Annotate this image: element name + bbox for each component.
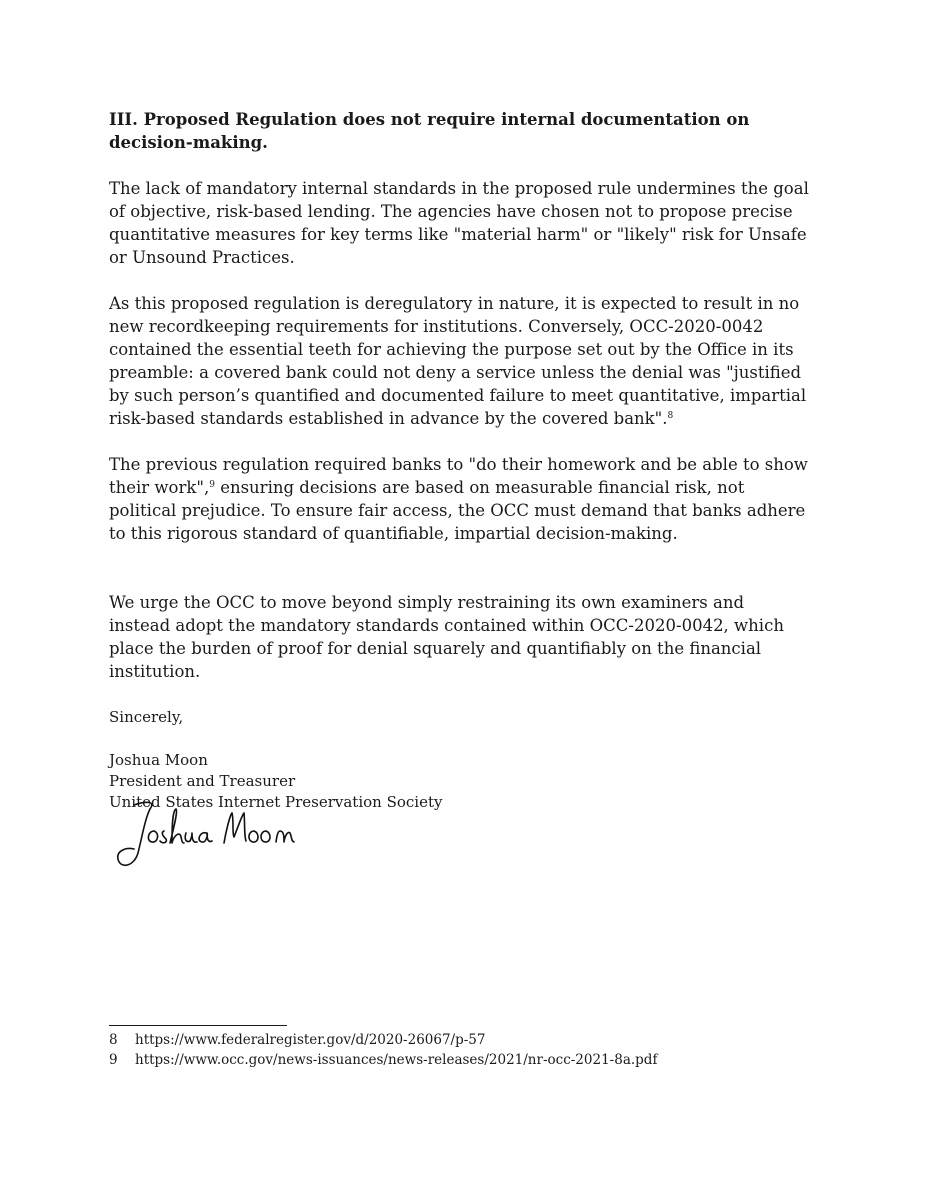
footnote-item xyxy=(109,1030,809,1050)
footnote-number: 8 xyxy=(109,1032,118,1048)
paragraph-urge xyxy=(109,591,809,683)
footnote-divider xyxy=(109,1025,287,1026)
footnote-link[interactable]: https://www.occ.gov/news-issuances/news-releases/2021/nr-occ-2021-8a.pdf xyxy=(135,1052,658,1068)
section-heading: III. Proposed Regulation does not require internal documentation on decision-making. xyxy=(109,110,750,152)
signer-organization: United States Internet Preservation Society xyxy=(109,793,443,811)
handwritten-signature xyxy=(112,797,312,872)
paragraph-text: The previous regulation required banks to "do their homework and be able to show their work", xyxy=(109,455,808,497)
footnote-link[interactable]: https://www.federalregister.gov/d/2020-26067/p-57 xyxy=(135,1032,486,1048)
footnote-item xyxy=(109,1050,809,1070)
paragraph-internal-standards xyxy=(109,177,809,269)
footnote-ref-9: 9 xyxy=(209,480,215,490)
paragraph-previous-regulation xyxy=(109,453,809,545)
signer-name: Joshua Moon xyxy=(109,751,208,769)
letter-body xyxy=(109,108,809,813)
paragraph-deregulatory xyxy=(109,292,809,430)
footnote-ref-8: 8 xyxy=(667,411,674,421)
paragraph-text: As this proposed regulation is deregulatory in nature, it is expected to result in no new recordkeeping requirements for institutions. Conversely, OCC-2020-0042 contained the essential teeth for achieving the purpose set out by the Office in its preamble: a covered bank could not deny a service unless the denial was "justified by such person’s quantified and documented failure to meet quantitative, impartial risk-based standards established in advance by the covered bank". xyxy=(109,294,807,428)
closing-salutation: Sincerely, xyxy=(109,708,184,726)
paragraph-text: ensuring decisions are based on measurable financial risk, not political prejudice. To ensure fair access, the OCC must demand that banks adhere to this rigorous standard of quantifiable, impartial decision-making. xyxy=(109,478,806,543)
signer-title: President and Treasurer xyxy=(109,772,296,790)
paragraph-text: We urge the OCC to move beyond simply restraining its own examiners and instead adopt the mandatory standards contained within OCC-2020-0042, which place the burden of proof for denial squarely and quantifiably on the financial institution. xyxy=(109,593,784,681)
footnote-number: 9 xyxy=(109,1052,118,1068)
footnotes xyxy=(109,1030,809,1070)
paragraph-text: The lack of mandatory internal standards in the proposed rule undermines the goal of objective, risk-based lending. The agencies have chosen not to propose precise quantitative measures for key terms like "material harm" or "likely" risk for Unsafe or Unsound Practices. xyxy=(109,179,809,267)
